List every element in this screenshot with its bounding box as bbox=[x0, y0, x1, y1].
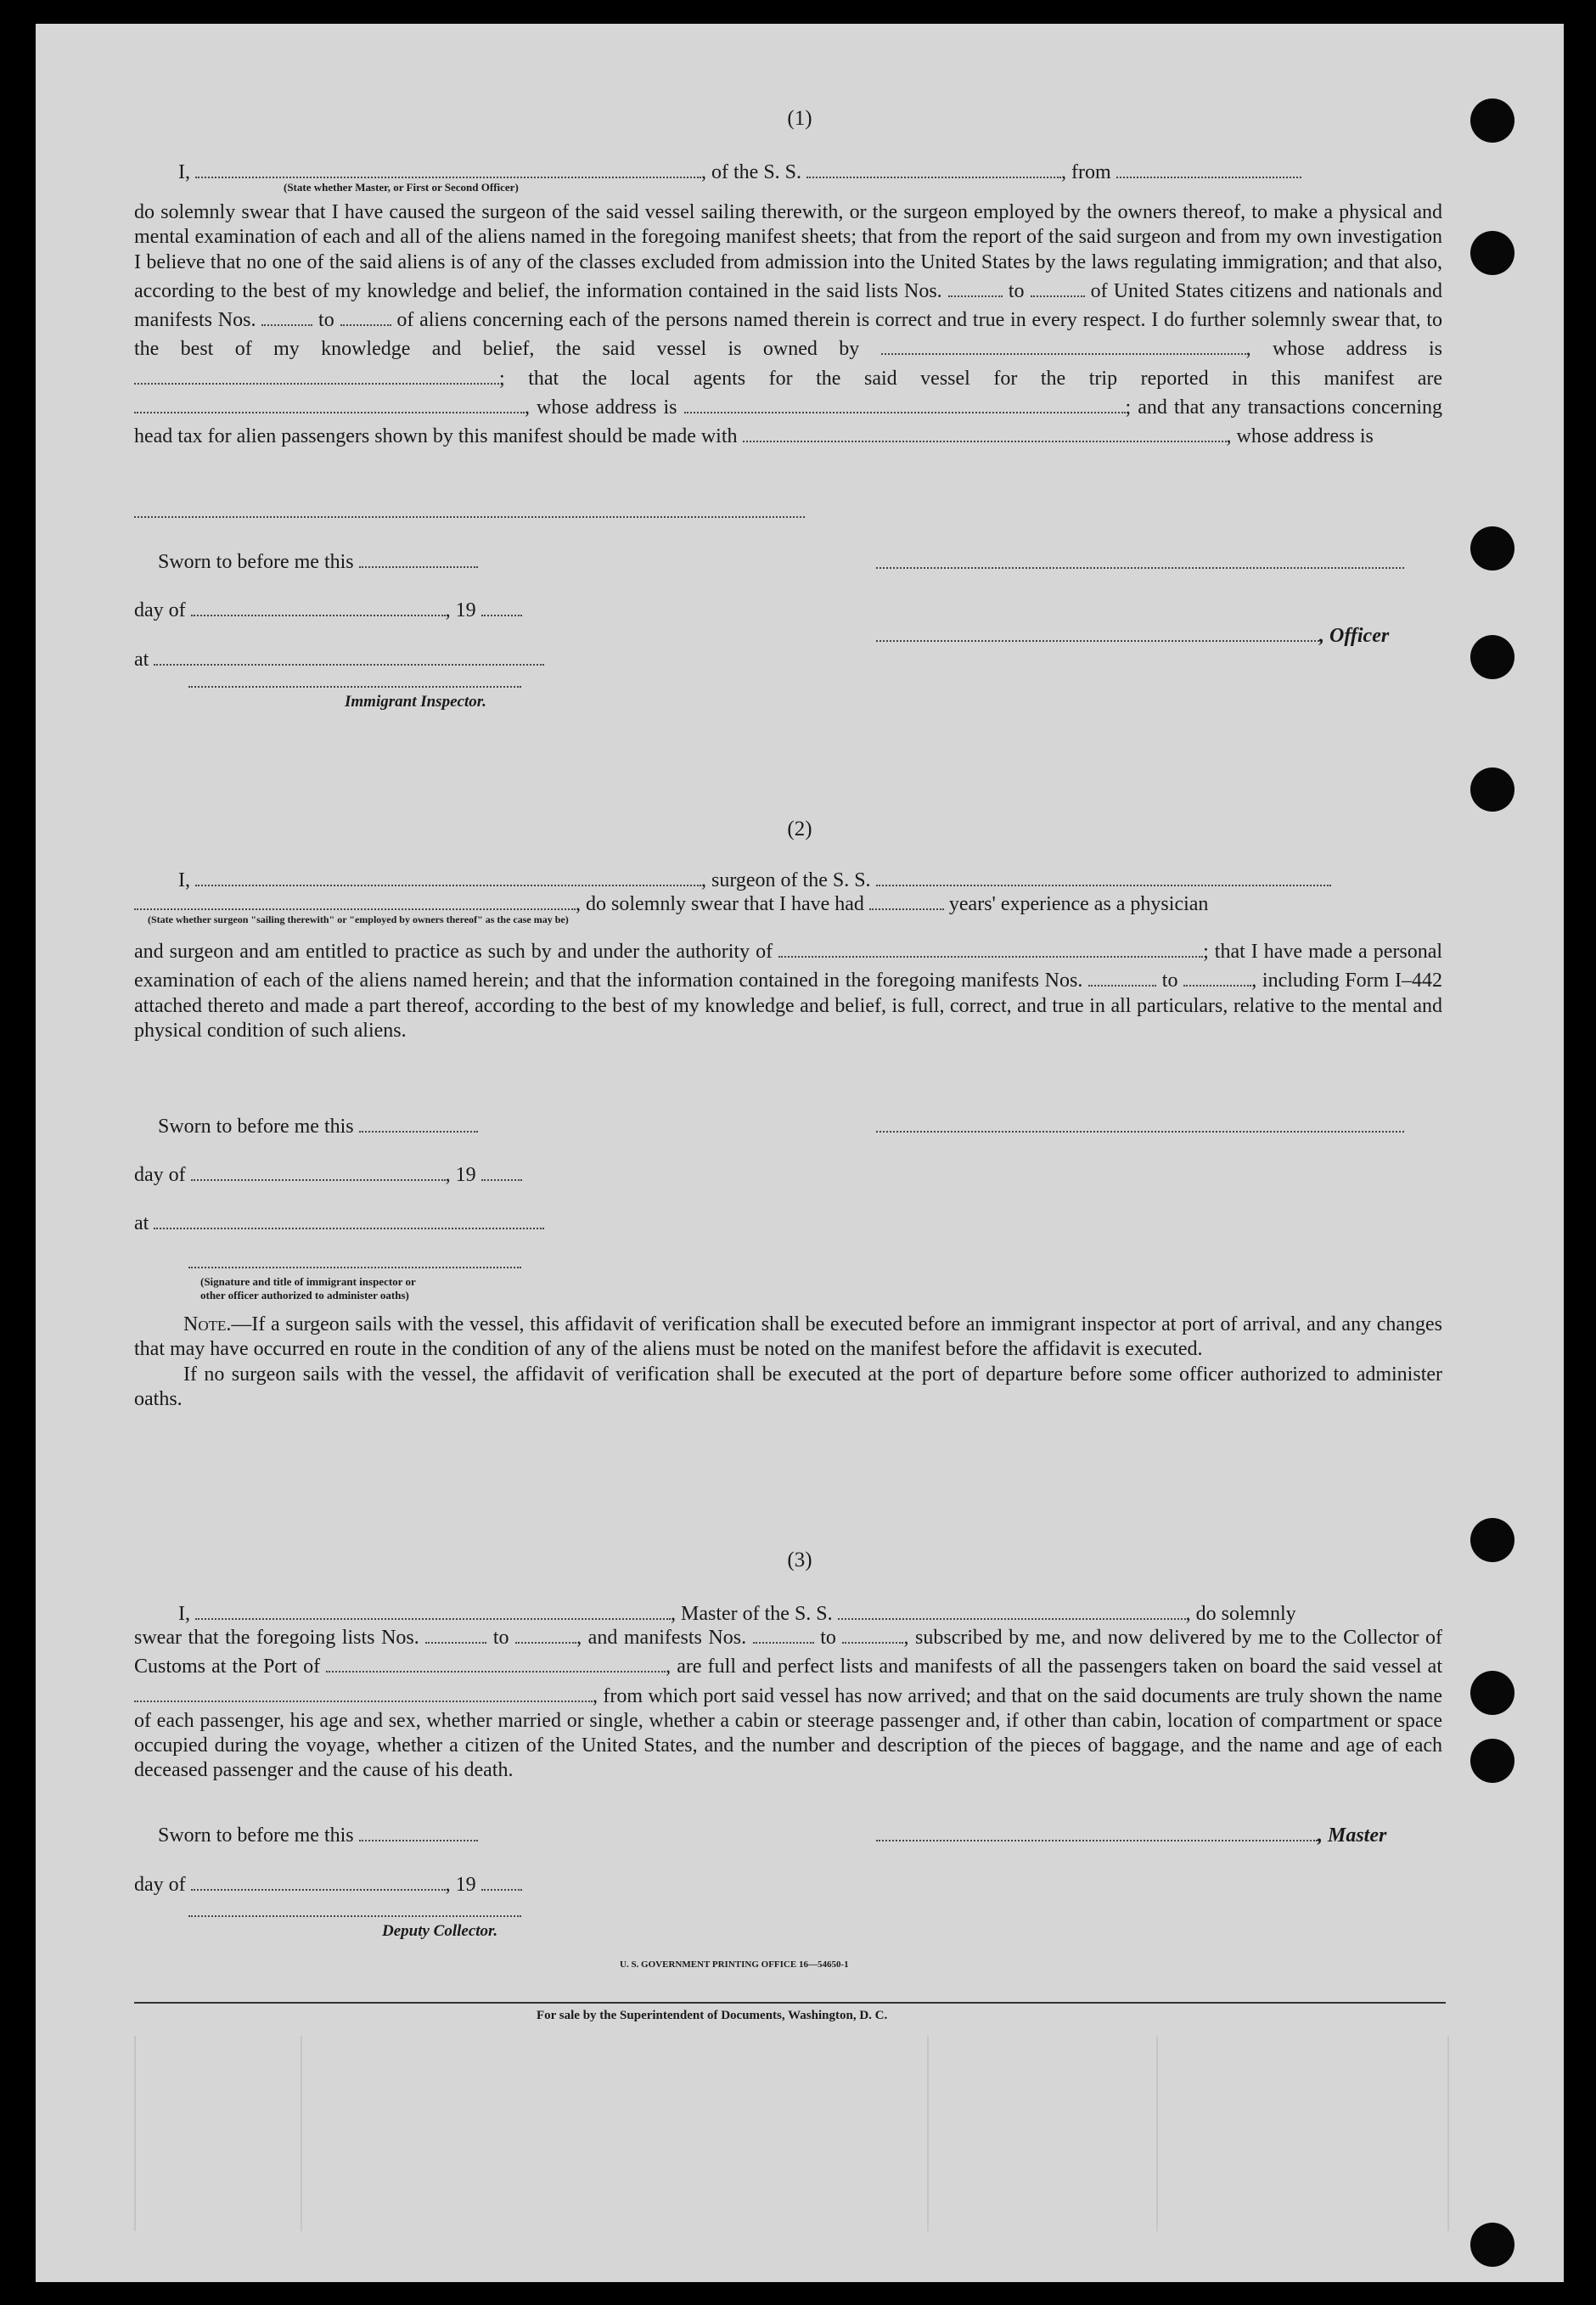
boarding-port-field[interactable] bbox=[134, 1680, 593, 1702]
surgeon-sworn-date-field[interactable] bbox=[359, 1110, 478, 1133]
section-2-sworn: Sworn to before me this bbox=[158, 1110, 478, 1138]
at-place-field[interactable] bbox=[154, 644, 544, 666]
punch-hole bbox=[1470, 231, 1515, 275]
punch-hole bbox=[1470, 767, 1515, 812]
section-1-at: at bbox=[134, 644, 544, 672]
lists-from-field[interactable] bbox=[948, 275, 1003, 297]
master-lists-from-field[interactable] bbox=[425, 1622, 486, 1644]
deputy-collector-signature-line[interactable] bbox=[188, 1915, 521, 1917]
officer-caption: (State whether Master, or First or Second Officer) bbox=[284, 181, 519, 194]
section-3-body: swear that the foregoing lists Nos. to , and manifests Nos. to , subscribed by me, and now delivered by me to the Collector of Customs at the Port of , are full and perfect lists and manifests of all the passengers taken on board the said vessel at , from which port said vessel has now arrived; and that on the said documents are truly shown the name of each passenger, his age and sex, whether married or single, whether a cabin or steerage passenger and, if other than cabin, location of compartment or space occupied during the voyage, whether a citizen of the United States, and the number and description of the pieces of baggage, and the name and age of each deceased passenger and the cause of his death. bbox=[134, 1622, 1442, 1784]
officer-name-field[interactable] bbox=[195, 156, 701, 178]
punch-hole bbox=[1470, 1739, 1515, 1783]
signature-caption-1: (Signature and title of immigrant inspector or bbox=[200, 1275, 416, 1288]
master-year-field[interactable] bbox=[481, 1869, 522, 1891]
punch-hole bbox=[1470, 1671, 1515, 1715]
section-2-number: (2) bbox=[787, 818, 812, 840]
surgeon-year-field[interactable] bbox=[481, 1159, 522, 1181]
surgeon-vessel-field[interactable] bbox=[876, 864, 1331, 886]
section-1-day-of: day of , 19 bbox=[134, 594, 522, 622]
sworn-date-field[interactable] bbox=[359, 546, 478, 568]
master-manifests-from-field[interactable] bbox=[753, 1622, 814, 1644]
signature-caption-2: other officer authorized to administer oaths) bbox=[200, 1289, 409, 1301]
local-agents-field[interactable] bbox=[134, 391, 525, 413]
master-day-of-field[interactable] bbox=[191, 1869, 446, 1891]
sale-notice: For sale by the Superintendent of Documents, Washington, D. C. bbox=[537, 2009, 888, 2022]
section-1-officer-signature: , Officer bbox=[876, 620, 1389, 648]
master-name-field[interactable] bbox=[195, 1598, 671, 1620]
section-3-day-of: day of , 19 bbox=[134, 1869, 522, 1897]
section-1-oath-line: I, , of the S. S. , from bbox=[178, 156, 1301, 184]
customs-port-field[interactable] bbox=[326, 1650, 666, 1673]
master-lists-to-field[interactable] bbox=[515, 1622, 576, 1644]
years-experience-field[interactable] bbox=[869, 888, 944, 910]
inspector-signature-line[interactable] bbox=[188, 686, 521, 688]
section-3-number: (3) bbox=[787, 1549, 812, 1571]
surgeon-manifests-from-field[interactable] bbox=[1088, 964, 1156, 987]
section-2-second-line: , do solemnly swear that I have had years' experience as a physician bbox=[134, 888, 1208, 916]
show-through-rule bbox=[927, 2036, 929, 2231]
surgeon-signature-line[interactable] bbox=[876, 1131, 1404, 1133]
show-through-table bbox=[134, 2036, 1449, 2231]
inspector-oath-signature-line[interactable] bbox=[188, 1267, 521, 1268]
section-3-oath-line: I, , Master of the S. S. , do solemnly bbox=[178, 1598, 1296, 1626]
manifests-to-field[interactable] bbox=[340, 304, 391, 326]
surgeon-manifests-to-field[interactable] bbox=[1183, 964, 1251, 987]
manifests-from-field[interactable] bbox=[261, 304, 312, 326]
day-of-month-field[interactable] bbox=[191, 594, 446, 616]
surgeon-name-field[interactable] bbox=[195, 864, 701, 886]
gpo-imprint: U. S. GOVERNMENT PRINTING OFFICE 16—54650-1 bbox=[620, 1959, 849, 1970]
section-2-oath-line: I, , surgeon of the S. S. bbox=[178, 864, 1331, 892]
section-3-master-signature: , Master bbox=[876, 1819, 1386, 1847]
surgeon-caption: (State whether surgeon "sailing therewith" or "employed by owners thereof" as the case may be) bbox=[148, 914, 569, 925]
officer-signature-field[interactable] bbox=[876, 620, 1319, 642]
section-1-body: do solemnly swear that I have caused the surgeon of the said vessel sailing therewith, or the surgeon employed by the owners thereof, to make a physical and mental examination of each and all of the aliens named in the foregoing manifest sheets; that from the report of the said surgeon and from my own investigation I believe that no one of the said aliens is of any of the classes excluded from admission into the United States by the laws regulating immigration; and that also, according to the best of my knowledge and belief, the information contained in the said lists Nos. to of United States citizens and nationals and manifests Nos. to of aliens concerning each of the persons named therein is correct and true in every respect. I do further solemnly swear that, to the best of my knowledge and belief, the said vessel is owned by , whose address is ; that the local agents for the said vessel for the trip reported in this manifest are , whose address is ; and that any transactions concerning head tax for alien passengers shown by this manifest should be made with , whose address is bbox=[134, 201, 1443, 448]
surgeon-day-of-field[interactable] bbox=[191, 1159, 446, 1181]
note-label: Note. bbox=[183, 1313, 232, 1335]
owner-field[interactable] bbox=[881, 333, 1246, 355]
manifest-verification-page bbox=[36, 24, 1564, 2282]
section-2-day-of: day of , 19 bbox=[134, 1159, 522, 1187]
head-tax-address-line[interactable] bbox=[134, 516, 805, 518]
agents-address-field[interactable] bbox=[684, 391, 1126, 413]
master-sworn-date-field[interactable] bbox=[359, 1819, 478, 1841]
section-1-number: (1) bbox=[787, 107, 812, 130]
surgeon-type-field[interactable] bbox=[134, 888, 576, 910]
head-tax-contact-field[interactable] bbox=[743, 420, 1227, 442]
section-3-sworn: Sworn to before me this bbox=[158, 1819, 478, 1847]
surgeon-at-field[interactable] bbox=[154, 1207, 544, 1229]
immigrant-inspector-label: Immigrant Inspector. bbox=[345, 693, 486, 711]
section-2-note: Note.—If a surgeon sails with the vessel, this affidavit of verification shall be executed before an immigrant inspector at port of arrival, and any changes that may have occurred en route in the condition of any of the aliens must be noted on the manifest before the affidavit is executed. If no surgeon sails with the vessel, the affidavit of verification shall be executed at the port of departure before some officer authorized to administer oaths. bbox=[134, 1313, 1442, 1410]
section-2-at: at bbox=[134, 1207, 544, 1235]
show-through-rule bbox=[1156, 2036, 1158, 2231]
vessel-name-field[interactable] bbox=[806, 156, 1061, 178]
origin-port-field[interactable] bbox=[1116, 156, 1301, 178]
section-2-body: and surgeon and am entitled to practice as such by and under the authority of ; that I have made a personal examination of each of the aliens named herein; and that the information contained in the foregoing manifests Nos. to , including Form I–442 attached thereto and made a part thereof, according to the best of my knowledge and belief, is full, correct, and true in all particulars, relative to the mental and physical condition of such aliens. bbox=[134, 936, 1442, 1043]
punch-hole bbox=[1470, 2223, 1515, 2267]
show-through-rule bbox=[301, 2036, 302, 2231]
authority-field[interactable] bbox=[778, 936, 1203, 958]
officer-signature-line-top[interactable] bbox=[876, 567, 1404, 569]
punch-hole bbox=[1470, 526, 1515, 571]
lists-to-field[interactable] bbox=[1031, 275, 1085, 297]
section-1-sworn: Sworn to before me this bbox=[158, 546, 478, 574]
owner-address-field[interactable] bbox=[134, 363, 499, 385]
master-manifests-to-field[interactable] bbox=[842, 1622, 903, 1644]
master-vessel-field[interactable] bbox=[838, 1598, 1186, 1620]
master-signature-field[interactable] bbox=[876, 1819, 1318, 1841]
deputy-collector-label: Deputy Collector. bbox=[382, 1922, 498, 1940]
year-field[interactable] bbox=[481, 594, 522, 616]
footer-rule bbox=[134, 2002, 1446, 2004]
punch-hole bbox=[1470, 635, 1515, 679]
